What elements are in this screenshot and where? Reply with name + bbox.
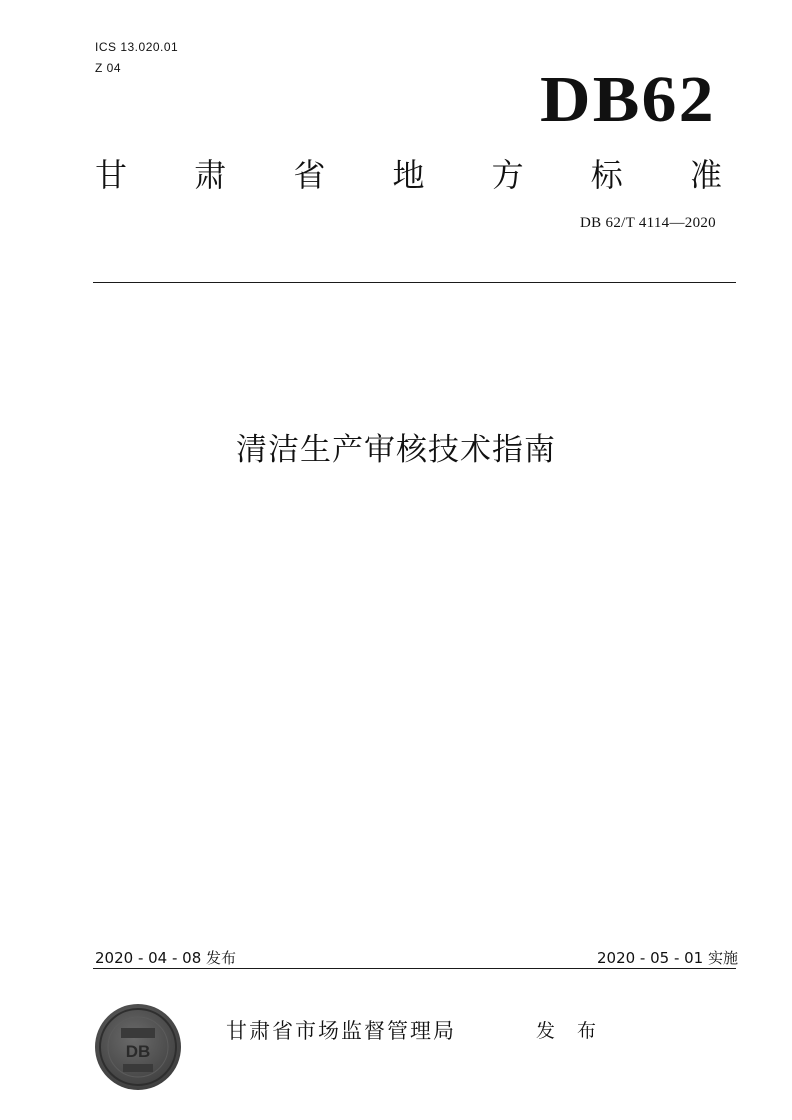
top-divider [93,282,736,283]
standard-type-char: 省 [293,156,326,194]
seal-icon [95,1004,181,1090]
standard-type-char: 地 [392,156,425,194]
db-mark: DB62 [540,63,716,136]
standard-type-char: 准 [689,156,722,194]
issue-date: 2020 - 04 - 08 发布 [95,949,237,967]
effective-date: 2020 - 05 - 01 实施 [596,949,738,967]
seal-text: DB [125,1042,151,1061]
ccs-code: Z 04 [95,61,122,75]
ics-code: ICS 13.020.01 [95,40,179,54]
standard-type-char: 方 [491,156,524,194]
standard-type-char: 标 [590,156,623,194]
standard-type-heading [95,150,722,200]
official-seal [95,1004,181,1090]
document-title: 清洁生产审核技术指南 [236,432,556,468]
standard-type-char: 甘 [95,156,128,194]
issuing-authority: 甘肃省市场监督管理局 [226,1019,456,1043]
standard-type-char: 肃 [194,156,227,194]
issue-word: 发 布 [536,1020,605,1042]
bottom-divider [93,968,736,969]
standard-number: DB 62/T 4114—2020 [580,215,716,231]
